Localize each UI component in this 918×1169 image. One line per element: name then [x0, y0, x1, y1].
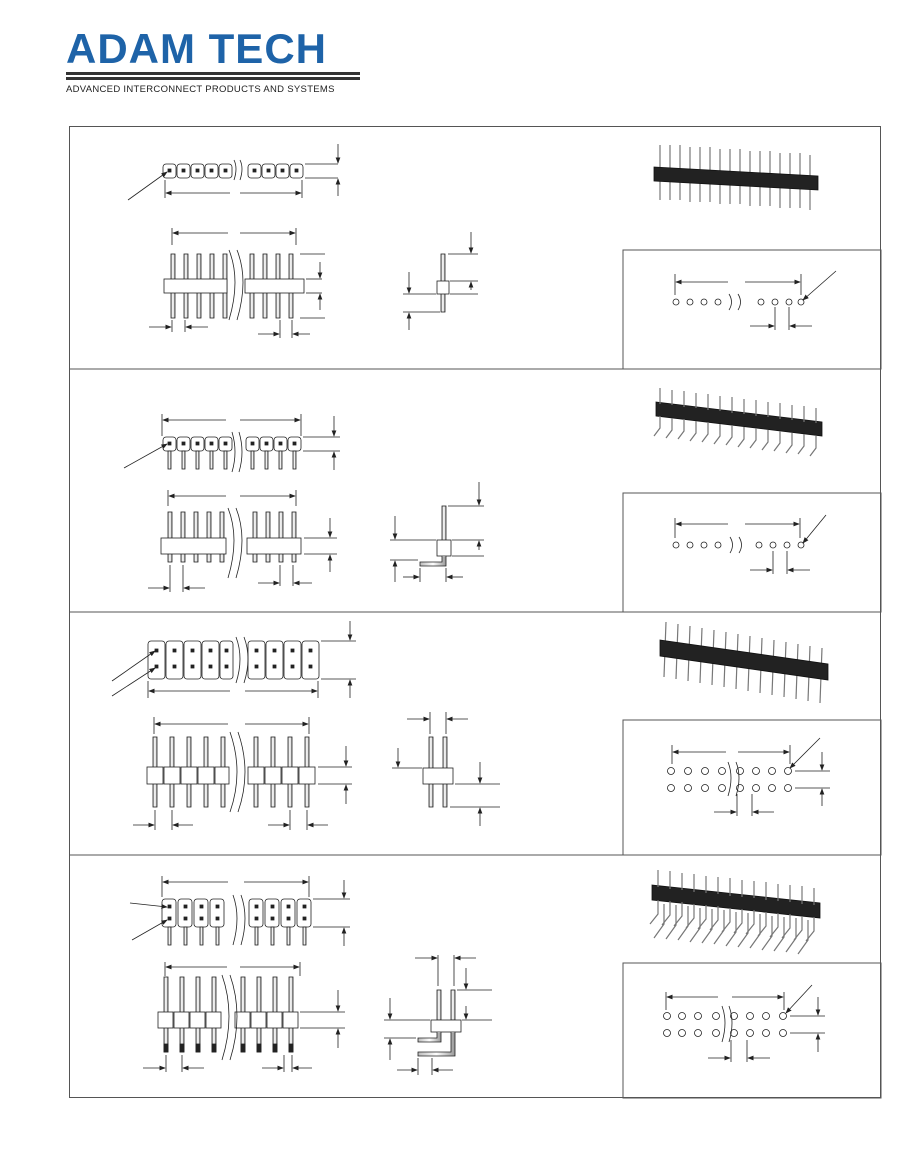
top-view-single-row — [128, 144, 338, 200]
header-straight-dual-photo — [660, 622, 828, 703]
front-view-dual-row — [133, 717, 352, 830]
pcb-layout-dual-row — [668, 738, 831, 816]
section-2-drawing — [124, 388, 826, 592]
top-view-single-row-ra — [124, 414, 340, 472]
section-1-drawing — [128, 144, 836, 338]
header-straight-single-photo — [654, 145, 818, 210]
section-4-drawing — [130, 870, 825, 1075]
top-view-dual-row-ra — [130, 876, 350, 946]
front-view-single-row — [149, 228, 325, 338]
front-view-dual-row-ra — [143, 962, 345, 1072]
header-right-angle-dual-photo — [650, 870, 820, 954]
side-view-dual-row — [392, 712, 500, 826]
side-view-single-row-ra — [390, 482, 484, 582]
pcb-layout-dual-row-ra — [664, 985, 826, 1062]
brand-name: ADAM TECH — [66, 25, 327, 72]
brand-tagline: ADVANCED INTERCONNECT PRODUCTS AND SYSTEMS — [66, 84, 335, 95]
pcb-layout-single-row-ra — [673, 515, 826, 574]
top-view-dual-row — [112, 621, 356, 698]
front-view-single-row-ra — [148, 490, 337, 592]
side-view-dual-row-ra — [384, 955, 492, 1075]
header-right-angle-single-photo — [654, 388, 822, 456]
section-3-drawing — [112, 621, 830, 830]
side-view-single-row — [403, 232, 478, 330]
pcb-layout-single-row — [673, 271, 836, 330]
